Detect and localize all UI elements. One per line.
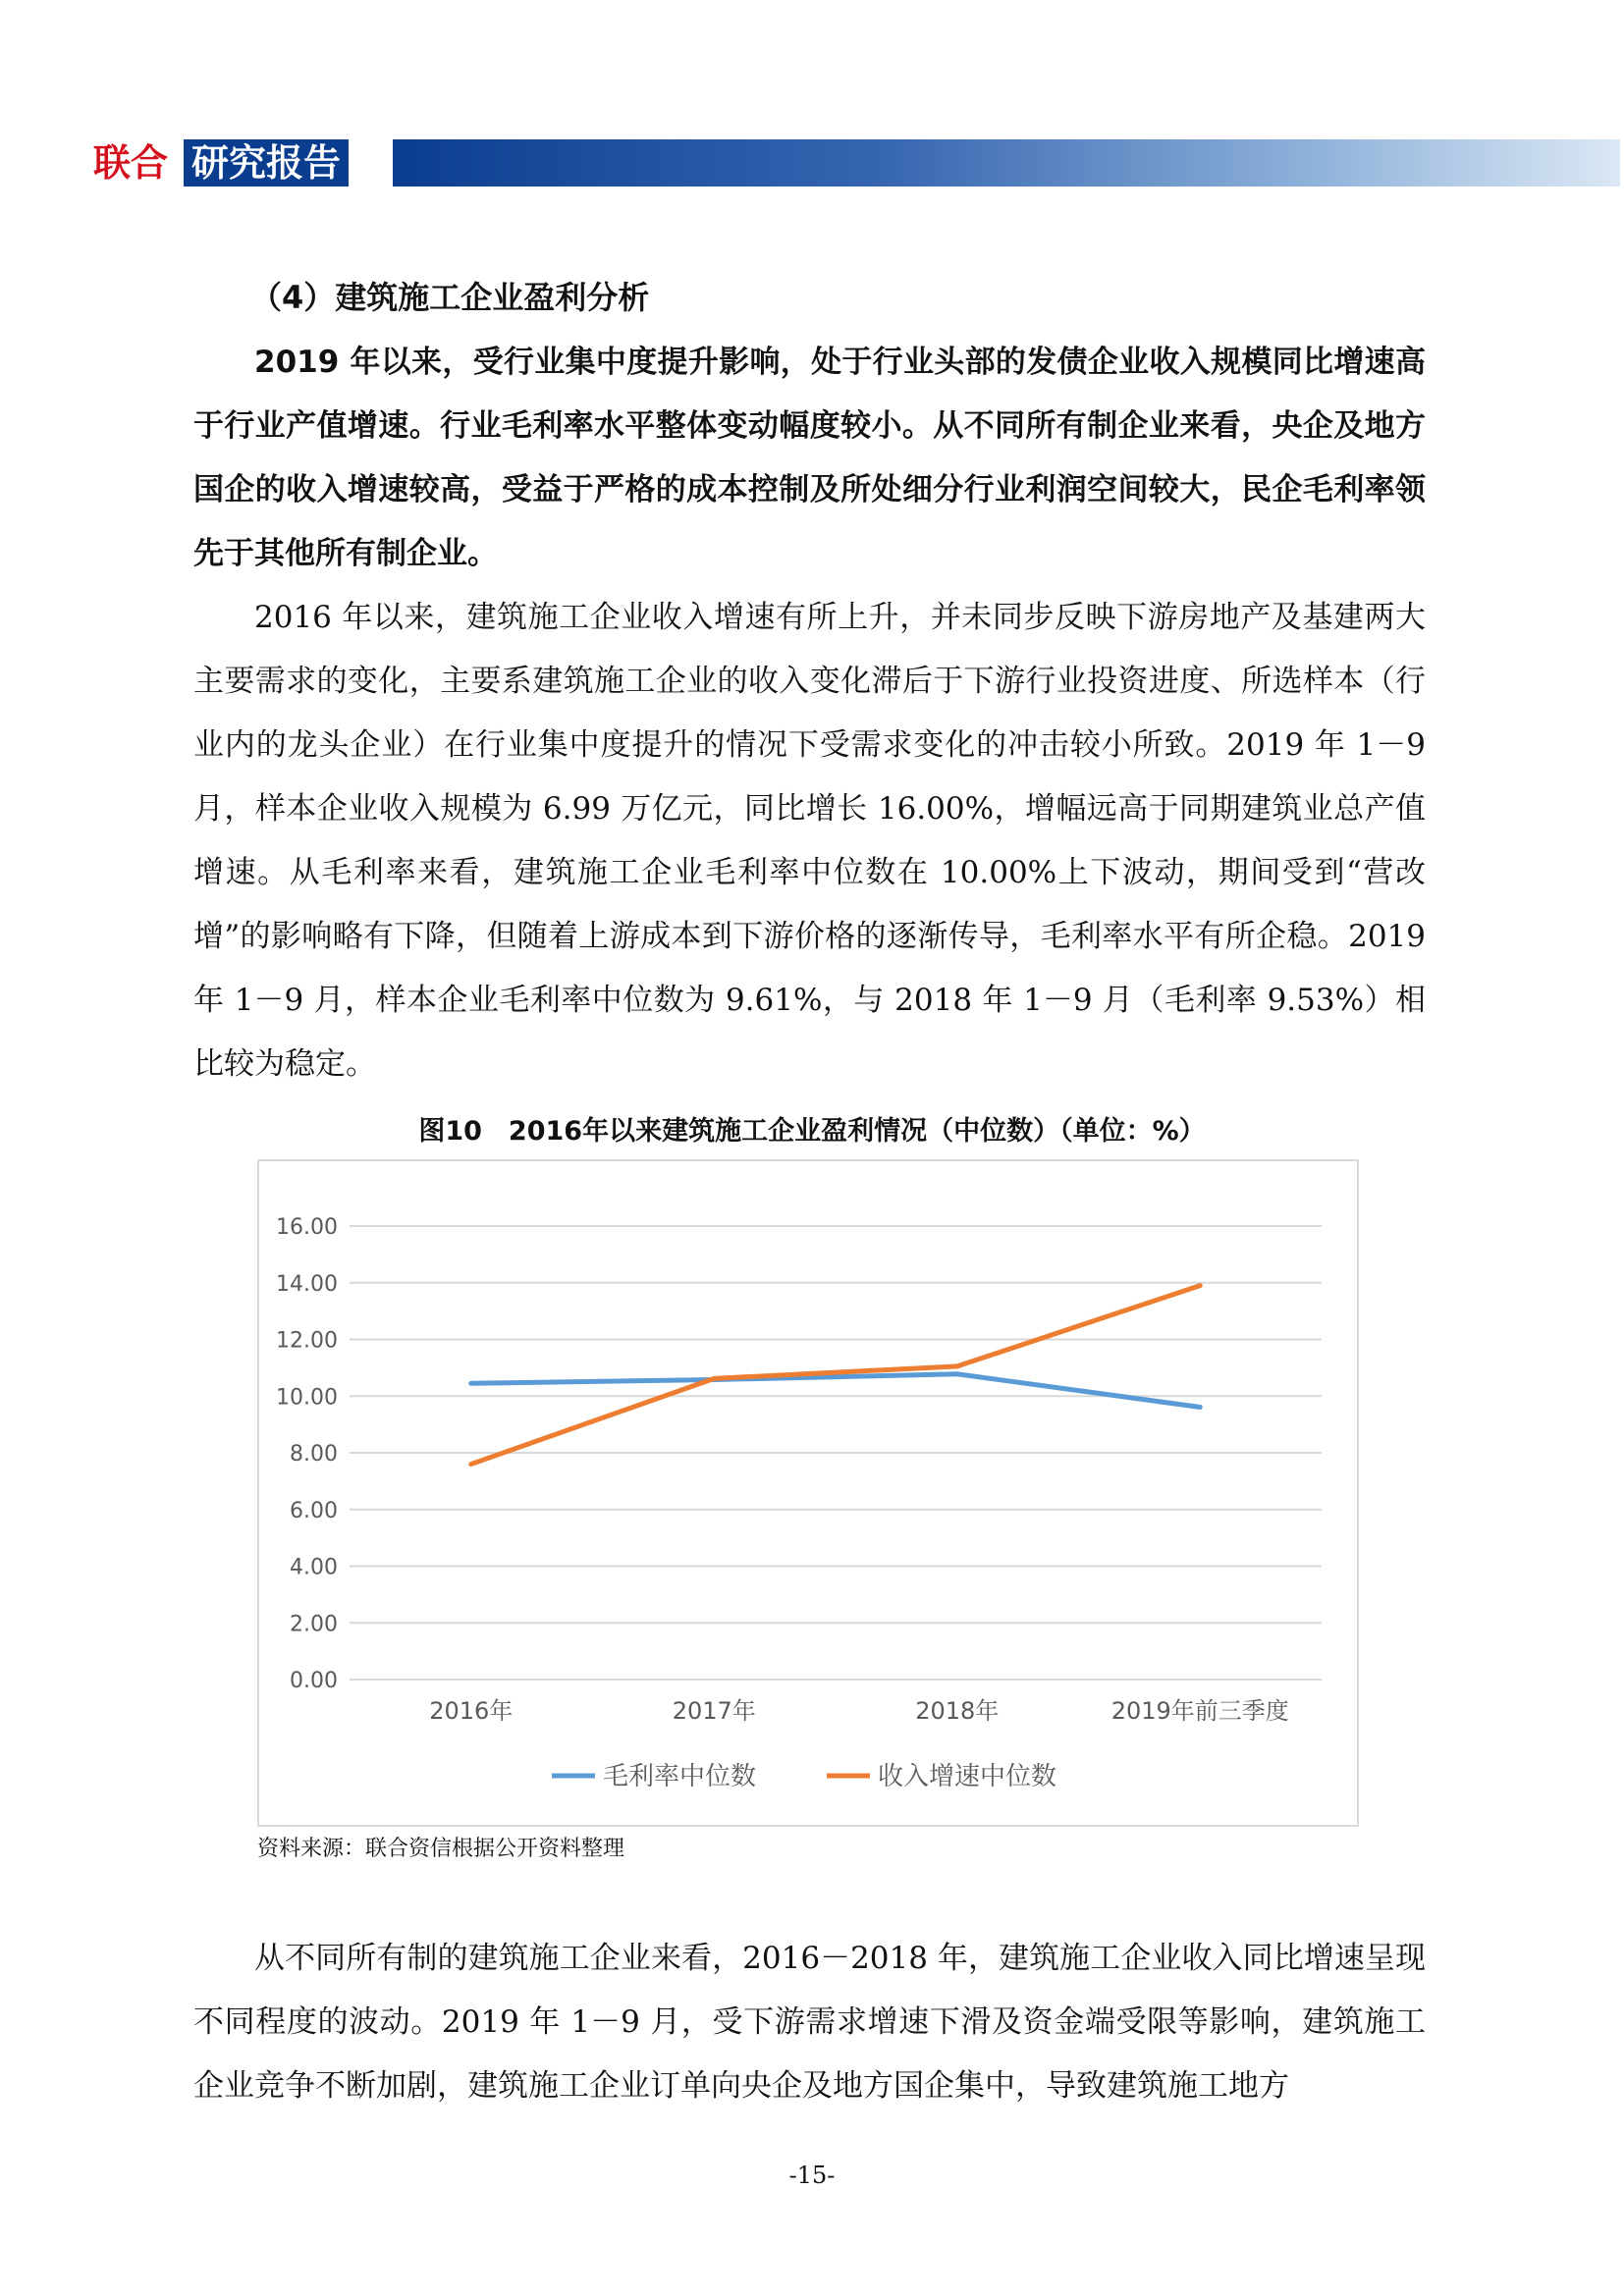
data-point bbox=[1199, 1284, 1202, 1287]
legend-label: 收入增速中位数 bbox=[878, 1762, 1057, 1791]
y-tick-label: 4.00 bbox=[290, 1555, 338, 1580]
x-tick-label: 2016年 bbox=[429, 1697, 514, 1725]
data-point bbox=[469, 1463, 472, 1466]
chart-frame bbox=[257, 1159, 1359, 1827]
source-note: 资料来源：联合资信根据公开资料整理 bbox=[257, 1837, 625, 1861]
body-text-bottom bbox=[193, 1927, 1426, 2118]
x-tick-label: 2017年 bbox=[672, 1697, 756, 1725]
data-point bbox=[955, 1372, 958, 1375]
line-chart bbox=[259, 1161, 1357, 1825]
x-tick-label: 2018年 bbox=[915, 1697, 1000, 1725]
data-point bbox=[955, 1364, 958, 1367]
y-tick-label: 14.00 bbox=[276, 1271, 338, 1297]
legend-label: 毛利率中位数 bbox=[603, 1762, 757, 1791]
y-tick-label: 2.00 bbox=[290, 1612, 338, 1637]
report-type-label: 研究报告 bbox=[184, 139, 349, 187]
data-point bbox=[469, 1382, 472, 1385]
series-line-1 bbox=[471, 1286, 1201, 1465]
section-heading: （4）建筑施工企业盈利分析 bbox=[250, 279, 650, 316]
summary-paragraph: 2019 年以来，受行业集中度提升影响，处于行业头部的发债企业收入规模同比增速高于行业产值增速。行业毛利率水平整体变动幅度较小。从不同所有制企业来看，央企及地方国企的收入增速较高，受益于严格的成本控制及所处细分行业利润空间较大，民企毛利率领先于其他所有制企业。 bbox=[193, 345, 1426, 571]
brand-name: 联合 bbox=[93, 141, 169, 185]
report-header bbox=[93, 137, 1620, 188]
body-paragraph-1: 2016 年以来，建筑施工企业收入增速有所上升，并未同步反映下游房地产及基建两大主要需求的变化，主要系建筑施工企业的收入变化滞后于下游行业投资进度、所选样本（行业内的龙头企业）在行业集中度提升的情况下受需求变化的冲击较小所致。2019 年 1－9 月，样本企业收入规模为 6.99 万亿元，同比增长 16.00%，增幅远高于同期建筑业总产值增速。从毛利率来看，建筑施工企业毛利率中位数在 10.00%上下波动，期间受到“营改增”的影响略有下降，但随着上游成本到下游价格的逐渐传导，毛利率水平有所企稳。2019 年 1－9 月，样本企业毛利率中位数为 9.61%，与 2018 年 1－9 月（毛利率 9.53%）相比较为稳定。 bbox=[193, 600, 1426, 1082]
header-gradient-band bbox=[393, 139, 1620, 187]
y-tick-label: 10.00 bbox=[276, 1385, 338, 1411]
body-text-top bbox=[193, 331, 1426, 1096]
data-point bbox=[713, 1377, 716, 1380]
body-paragraph-2: 从不同所有制的建筑施工企业来看，2016－2018 年，建筑施工企业收入同比增速呈现不同程度的波动。2019 年 1－9 月，受下游需求增速下滑及资金端受限等影响，建筑施工企业竞争不断加剧，建筑施工企业订单向央企及地方国企集中，导致建筑施工地方 bbox=[193, 1941, 1426, 2104]
data-point bbox=[1199, 1406, 1202, 1409]
y-tick-label: 12.00 bbox=[276, 1328, 338, 1354]
page-number: -15- bbox=[788, 2162, 836, 2189]
figure-caption: 图10 2016年以来建筑施工企业盈利情况（中位数）（单位：%） bbox=[418, 1116, 1206, 1147]
y-tick-label: 0.00 bbox=[290, 1669, 338, 1693]
series-line-0 bbox=[471, 1374, 1201, 1408]
x-tick-label: 2019年前三季度 bbox=[1110, 1697, 1289, 1725]
y-tick-label: 6.00 bbox=[290, 1498, 338, 1523]
y-tick-label: 16.00 bbox=[276, 1215, 338, 1240]
y-tick-label: 8.00 bbox=[290, 1442, 338, 1467]
